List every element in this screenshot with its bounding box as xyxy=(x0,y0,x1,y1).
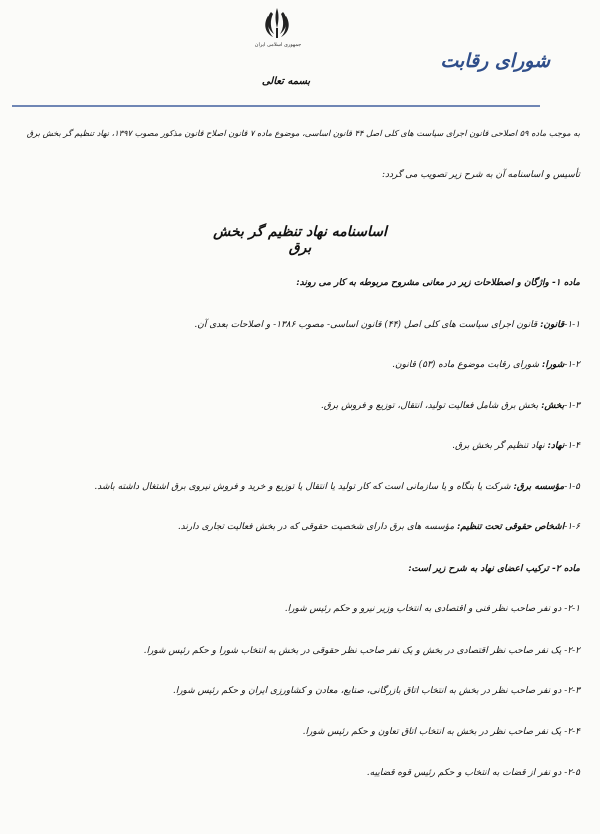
document-title: اساسنامه نهاد تنظیم گر بخش برق xyxy=(213,224,387,256)
article-1-item: ۱-۲-شورا: شورای رقابت موضوع ماده (۵۳) قانون. xyxy=(392,360,580,370)
article-1-item: ۱-۴-نهاد: نهاد تنظیم گر بخش برق. xyxy=(452,441,580,451)
header-divider xyxy=(12,105,540,107)
article-1-item: ۱-۵-مؤسسه برق: شرکت یا بنگاه و یا سازمانی است که کار تولید یا انتقال یا توزیع و خرید و فروش نیروی برق اشتغال داشته باشد. xyxy=(94,482,580,492)
iran-emblem-icon xyxy=(262,6,292,42)
article-2-item: ۲-۵- دو نفر از قضات به انتخاب و حکم رئیس قوه قضاییه. xyxy=(366,768,580,778)
article-1-item: ۱-۱-قانون: قانون اجرای سیاست های کلی اصل (۴۴) قانون اساسی- مصوب ۱۳۸۶- و اصلاحات بعدی آن. xyxy=(194,320,580,330)
article-2-item: ۲-۱- دو نفر صاحب نظر فنی و اقتصادی به انتخاب وزیر نیرو و حکم رئیس شورا. xyxy=(284,604,580,614)
article-2-heading: ماده ۲- ترکیب اعضای نهاد به شرح زیر است: xyxy=(408,564,580,574)
article-2-item: ۲-۲- یک نفر صاحب نظر اقتصادی در بخش و یک نفر صاحب نظر حقوقی در بخش به انتخاب شورا و حکم رئیس شورا. xyxy=(143,646,580,656)
government-caption: جمهوری اسلامی ایران xyxy=(254,42,302,48)
article-1-item: ۱-۶-اشخاص حقوقی تحت تنظیم: مؤسسه های برق دارای شخصیت حقوقی که در بخش فعالیت تجاری دارند. xyxy=(177,522,580,532)
preamble-line-1: به موجب ماده ۵۹ اصلاحی قانون اجرای سیاست های کلی اصل ۴۴ قانون اساسی، موضوع ماده ۷ قانون اصلاح قانون مذکور مصوب ۱۳۹۷، نهاد تنظیم گر بخش برق xyxy=(26,128,580,138)
article-1-item: ۱-۳-بخش: بخش برق شامل فعالیت تولید، انتقال، توزیع و فروش برق. xyxy=(320,401,580,411)
competition-council-logo: شورای رقابت xyxy=(440,50,550,72)
article-1-heading: ماده ۱- واژگان و اصطلاحات زیر در معانی مشروح مربوطه به کار می روند: xyxy=(296,278,580,288)
preamble-line-2: تأسیس و اساسنامه آن به شرح زیر تصویب می گردد: xyxy=(382,170,580,180)
bismillah: بسمه تعالی xyxy=(261,76,311,87)
article-2-item: ۲-۴- یک نفر صاحب نظر در بخش به انتخاب اتاق تعاون و حکم رئیس شورا. xyxy=(302,727,580,737)
article-2-item: ۲-۳- دو نفر صاحب نظر در بخش به انتخاب اتاق بازرگانی، صنایع، معادن و کشاورزی ایران و حکم رئیس شورا. xyxy=(172,686,580,696)
